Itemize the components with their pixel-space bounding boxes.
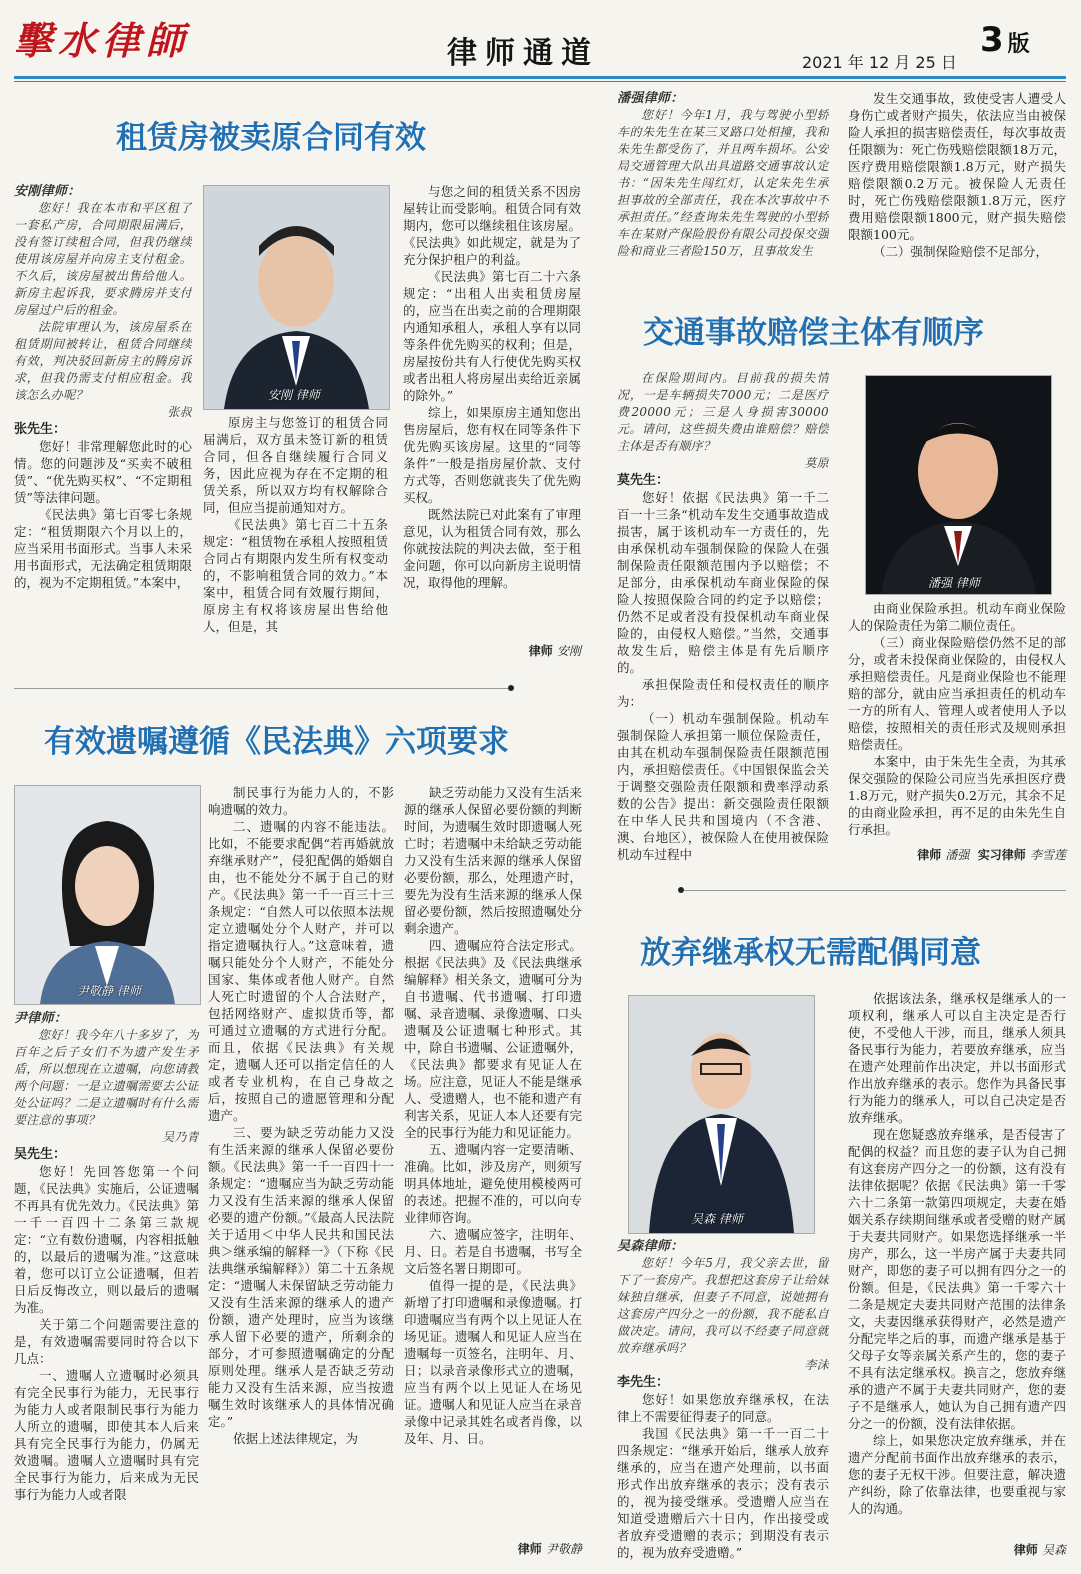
speaker-name: 吴先生：	[14, 1147, 67, 1162]
a4-col1	[617, 1238, 829, 1564]
a1-col3	[403, 183, 581, 638]
reader-question	[617, 90, 829, 260]
a3-col2	[848, 600, 1066, 840]
paragraph: 制民事行为能力人的，不影响遗嘱的效力。	[208, 785, 394, 817]
paragraph: （二）强制保险赔偿不足部分，	[873, 244, 1049, 259]
a2-photo	[14, 785, 201, 1005]
paragraph: 我国《民法典》第一千一百二十四条规定：“继承开始后，继承人放弃继承的，应当在遗产处理前，以书面形式作出放弃继承的表示；没有表示的，视为接受继承。受遗赠人应当在知道受遗赠后六十日内，作出接受或者放弃受遗赠的表示；到期没有表示的，视为放弃受遗赠。”	[617, 1426, 829, 1560]
paragraph: 在保险期间内。目前我的损失情况，一是车辆损失7000元；二是医疗费20000元；三是人身损害30000元。请问，这些损失费由谁赔偿？赔偿主体是否有顺序？	[617, 371, 829, 453]
separator-dot	[508, 685, 514, 691]
reader-question	[617, 1238, 829, 1374]
a1-col1	[14, 183, 192, 665]
paragraph: 您好！非常理解您此时的心情。您的问题涉及“买卖不破租赁”、“优先购买权”、“不定期租赁”等法律问题。	[14, 439, 192, 505]
paragraph: 值得一提的是，《民法典》新增了打印遗嘱和录像遗嘱。打印遗嘱应当有两个以上见证人在场见证。遗嘱人和见证人应当在遗嘱每一页签名，注明年、月、日；以录音录像形式立的遗嘱，应当有两个以上见证人在场见证。遗嘱人和见证人应当在录音录像中记录其姓名或者肖像，以及年、月、日。	[404, 1278, 582, 1446]
a1-photo	[203, 185, 390, 410]
page-number	[980, 20, 1030, 60]
paragraph: 关于第二个问题需要注意的是，有效遗嘱需要同时符合以下几点：	[14, 1317, 199, 1366]
paragraph: 您好！先回答您第一个问题，《民法典》实施后，公证遗嘱不再具有优先效力。《民法典》第一千一百四十二条第三款规定：“立有数份遗嘱，内容相抵触的，以最后的遗嘱为准。”这意味着，您可以订立公证遗嘱，但若日后反悔改立，则以最后的遗嘱为准。	[14, 1164, 199, 1315]
byline-name: 吴森	[1041, 1543, 1066, 1557]
separator	[684, 890, 1066, 891]
byline-role: 律师	[517, 1542, 542, 1556]
signature: 莫原	[804, 456, 829, 470]
reader-question	[14, 183, 192, 421]
lawyer-portrait-icon	[15, 786, 200, 1004]
page-suffix: 版	[1007, 32, 1030, 57]
paragraph: （一）机动车强制保险。机动车强制保险人承担第一顺位保险责任，由其在机动车强制保险责任限额范围内，承担赔偿责任。《中国银保监会关于调整交强险责任限额和费率浮动系数的公告》提出：新交强险责任限额在中华人民共和国境内（不含港、澳、台地区），被保险人在使用被保险机动车过程中	[617, 711, 829, 862]
lawyer-portrait-icon	[629, 996, 814, 1233]
speaker-name: 莫先生：	[617, 473, 670, 488]
paragraph: 发生交通事故，致使受害人遭受人身伤亡或者财产损失，依法应当由被保险人承担的损害赔偿责任，每次事故责任限额为：死亡伤残赔偿限额18万元，医疗费用赔偿限额1.8万元，财产损失赔偿限额0.2万元。被保险人无责任时，死亡伤残赔偿限额1.8万元，医疗费用赔偿限额1800元，财产损失赔偿限额100元。	[848, 91, 1066, 242]
section-title: 律师通道	[447, 36, 599, 71]
paragraph: 您好！依据《民法典》第一千二百一十三条“机动车发生交通事故造成损害，属于该机动车一方责任的，先由承保机动车强制保险的保险人在强制保险责任限额范围内予以赔偿；不足部分，由承保机动车商业保险的保险人按照保险合同的约定予以赔偿；仍然不足或者没有投保机动车商业保险的，由侵权人赔偿。”当然，交通事故发生后，赔偿主体是有先后顺序的。	[617, 490, 829, 675]
a3-photo-caption: 潘强 律师	[928, 576, 980, 590]
a4-photo	[628, 995, 815, 1234]
reader-question	[617, 370, 829, 472]
paragraph: 您好！我今年八十多岁了，为百年之后子女们不为遗产发生矛盾，所以想现在立遗嘱，向您请教两个问题：一是立遗嘱需要去公证处公证吗？二是立遗嘱时有什么需要注意的事项？	[14, 1028, 199, 1127]
a4-photo-caption: 吴森 律师	[691, 1212, 743, 1226]
a2-col2	[208, 784, 394, 1560]
a2-byline	[404, 1540, 582, 1557]
paragraph: 法院审理认为，该房屋系在租赁期间被转让，租赁合同继续有效，判决驳回新房主的腾房诉求，但我仍需支付相应租金。我该怎么办呢？	[14, 320, 192, 402]
a3-title: 交通事故赔偿主体有顺序	[643, 315, 984, 351]
paragraph: 一、遗嘱人立遗嘱时必须具有完全民事行为能力，无民事行为能力人或者限制民事行为能力人所立的遗嘱，即使其本人后来具有完全民事行为能力，仍属无效遗嘱。遗嘱人立遗嘱时具有完全民事行为能力，后来成为无民事行为能力人或者限	[14, 1368, 199, 1502]
speaker-name: 尹律师：	[14, 1011, 68, 1026]
a3-top-right	[848, 90, 1066, 288]
paragraph: 您好！我在本市和平区租了一套私产房，合同期限届满后，没有签订续租合同，但我仍继续使用该房屋并向房主支付租金。不久后，该房屋被出售给他人。新房主起诉我，要求腾房并支付房屋过户后的租金。	[14, 201, 192, 317]
byline-name: 李雪莲	[1029, 848, 1066, 862]
paragraph: 既然法院已对此案有了审理意见，认为租赁合同有效，那么你就按法院的判决去做，至于租金问题，你可以向新房主说明情况，取得他的理解。	[403, 507, 581, 590]
byline-name: 安刚	[556, 644, 581, 658]
separator	[14, 688, 514, 689]
paragraph: 二、遗嘱的内容不能违法。比如，不能要求配偶“若再婚就放弃继承财产”，侵犯配偶的婚姻自由，也不能处分不属于自己的财产。《民法典》第一千一百三十三条规定：“自然人可以依照本法规定立遗嘱处分个人财产，并可以指定遗嘱执行人。”这意味着，遗嘱只能处分个人财产，不能处分国家、集体或者他人财产。自然人死亡时遗留的个人合法财产，包括网络财产、虚拟货币等，都可通过立遗嘱的方式进行分配。而且，依据《民法典》有关规定，遗嘱人还可以指定信任的人或者专业机构，在自己身故之后，按照自己的遗愿管理和分配遗产。	[208, 819, 394, 1123]
paragraph: 《民法典》第七百二十六条规定：“出租人出卖租赁房屋的，应当在出卖之前的合理期限内通知承租人，承租人享有以同等条件优先购买的权利；但是，房屋按份共有人行使优先购买权或者出租人将房屋出卖给近亲属的除外。”	[403, 269, 581, 403]
paragraph: 本案中，由于朱先生全责，为其承保交强险的保险公司应当先承担医疗费1.8万元，财产损失0.2万元，其余不足的由商业险承担，再不足的由朱先生自行承担。	[848, 754, 1066, 837]
byline-role: 实习律师	[977, 848, 1026, 862]
speaker-name: 张先生：	[14, 422, 67, 437]
a4-col2	[848, 990, 1066, 1538]
speaker-name: 潘强律师：	[617, 91, 684, 106]
paragraph: 综上，如果原房主通知您出售房屋后，您有权在同等条件下优先购买该房屋。这里的“同等条件”一般是指房屋价款、支付方式等，否则您就丧失了优先购买权。	[403, 405, 581, 505]
a4-title: 放弃继承权无需配偶同意	[640, 935, 981, 971]
issue-date: 2021 年 12 月 25 日	[802, 53, 957, 72]
paragraph: 《民法典》第七百零七条规定：“租赁期限六个月以上的，应当采用书面形式。当事人未采用书面形式，无法确定租赁期限的，视为不定期租赁。”本案中，	[14, 507, 192, 590]
paragraph: 由商业保险承担。机动车商业保险人的保险责任为第二顺位责任。	[848, 601, 1066, 633]
paragraph: 依据该法条，继承权是继承人的一项权利，继承人可以自主决定是否行使，不受他人干涉，而且，继承人须具备民事行为能力，若要放弃继承，应当在遗产处理前作出决定，并以书面形式作出放弃继承的表示。您作为具备民事行为能力的继承人，可以自己决定是否放弃继承。	[848, 991, 1066, 1125]
paragraph: 现在您疑惑放弃继承，是否侵害了配偶的权益？而且您的妻子认为自己拥有这套房产四分之一的份额，这有没有法律依据呢？依据《民法典》第一千零六十二条第一款第四项规定，夫妻在婚姻关系存续期间继承或者受赠的财产属于夫妻共同财产。如果您选择继承一半房产，那么，这一半房产属于夫妻共同财产，即您的妻子可以拥有四分之一的份额。但是，《民法典》第一千零六十二条是规定夫妻共同财产范围的法律条文，夫妻因继承获得财产，必然是遗产分配完毕之后的事，而遗产继承是基于父母子女等亲属关系产生的，您的妻子不具有法定继承权。换言之，您放弃继承的遗产不属于夫妻共同财产，您的妻子不是继承人，她认为自己拥有遗产四分之一的份额，没有法律依据。	[848, 1127, 1066, 1431]
a1-byline	[403, 642, 581, 659]
newspaper-logo: 擊水律師	[14, 18, 191, 63]
lawyer-answer	[617, 1374, 829, 1561]
byline-role: 律师	[917, 848, 942, 862]
a1-col2-para: 原房主与您签订的租赁合同届满后，双方虽未签订新的租赁合同，但各自继续履行合同义务，因此应视为存在不定期的租赁关系，所以双方均有权解除合同，但应当提前通知对方。	[203, 415, 388, 515]
signature: 李沫	[804, 1358, 829, 1372]
lawyer-answer	[14, 421, 192, 591]
paragraph: 三、要为缺乏劳动能力又没有生活来源的继承人保留必要份额。《民法典》第一千一百四十一条规定：“遗嘱应当为缺乏劳动能力又没有生活来源的继承人保留必要的遗产份额。”《最高人民法院关于适用＜中华人民共和国民法典＞继承编的解释一》（下称《民法典继承编解释》）第二十五条规定：“遗嘱人未保留缺乏劳动能力又没有生活来源的继承人的遗产份额，遗产处理时，应当为该继承人留下必要的遗产，所剩余的部分，才可参照遗嘱确定的分配原则处理。继承人是否缺乏劳动能力又没有生活来源，应当按遗嘱生效时该继承人的具体情况确定。”	[208, 1125, 394, 1429]
paragraph: 依据上述法律规定，为	[233, 1431, 359, 1446]
a3-col1	[617, 370, 829, 864]
speaker-name: 吴森律师：	[617, 1239, 684, 1254]
a2-title: 有效遗嘱遵循《民法典》六项要求	[44, 724, 509, 760]
lawyer-portrait-icon	[204, 186, 389, 409]
speaker-name: 安刚律师：	[14, 184, 81, 199]
a1-photo-caption: 安刚 律师	[268, 388, 320, 402]
paragraph: 五、遗嘱内容一定要清晰、准确。比如，涉及房产，则须写明具体地址，避免使用模棱两可的表述。把握不准的，可以向专业律师咨询。	[404, 1142, 582, 1225]
byline-role: 律师	[528, 644, 553, 658]
paragraph: 您好！如果您放弃继承权，在法律上不需要征得妻子的同意。	[617, 1392, 829, 1424]
header-rule-thin	[14, 81, 1066, 82]
paragraph: 与您之间的租赁关系不因房屋转让而受影响。租赁合同有效期内，您可以继续租住该房屋。《民法典》如此规定，就是为了充分保护租户的利益。	[403, 184, 581, 267]
a3-byline	[848, 846, 1066, 863]
paragraph: 四、遗嘱应符合法定形式。根据《民法典》及《民法典继承编解释》相关条文，遗嘱可分为自书遗嘱、代书遗嘱、打印遗嘱、录音遗嘱、录像遗嘱、口头遗嘱及公证遗嘱七种形式。其中，除自书遗嘱、公证遗嘱外，《民法典》都要求有见证人在场。应注意，见证人不能是继承人、受遗赠人，也不能和遗产有利害关系，见证人本人还要有完全的民事行为能力和见证能力。	[404, 938, 582, 1140]
paragraph: 承担保险责任和侵权责任的顺序为：	[617, 677, 829, 709]
paragraph: 您好！今年1月，我与驾驶小型轿车的朱先生在某三叉路口处相撞，我和朱先生都受伤了，并且两车损坏。公安局交通管理大队出具道路交通事故认定书：“因朱先生闯红灯，认定朱先生承担事故的全部责任，我在本次事故中不承担责任。”经查询朱先生驾驶的小型轿车在某财产保险股份有限公司投保交强险和商业三者险150万，且事故发生	[617, 108, 829, 258]
a3-top-left	[617, 90, 829, 288]
lawyer-portrait-icon	[866, 376, 1051, 594]
paragraph: （三）商业保险赔偿仍然不足的部分，或者未投保商业保险的，由侵权人承担赔偿责任。凡是商业保险也不能理赔的部分，就由应当承担责任的机动车一方的所有人、管理人或者使用人予以赔偿，按照相关的责任形式及规则承担赔偿责任。	[848, 635, 1066, 752]
byline-name: 尹敬静	[545, 1542, 582, 1556]
a1-col2	[203, 414, 388, 665]
speaker-name: 李先生：	[617, 1375, 670, 1390]
paragraph: 六、遗嘱应签字，注明年、月、日。若是自书遗嘱，书写全文后签名署日期即可。	[404, 1227, 582, 1276]
a1-title: 租赁房被卖原合同有效	[116, 120, 426, 156]
lawyer-answer	[617, 472, 829, 863]
paragraph: 综上，如果您决定放弃继承，并在遗产分配前书面作出放弃继承的表示，您的妻子无权干涉。但要注意，解决遗产纠纷，除了依靠法律，也要重视与家人的沟通。	[848, 1433, 1066, 1516]
paragraph: 您好！今年5月，我父亲去世，留下了一套房产。我想把这套房子让给妹妹独自继承，但妻子不同意，说她拥有这套房产四分之一的份额，我不能私自做决定。请问，我可以不经妻子同意就放弃继承吗？	[617, 1256, 829, 1355]
reader-question	[14, 1010, 199, 1146]
page-num: 3	[980, 20, 1004, 60]
a2-col1	[14, 1010, 199, 1560]
a2-photo-caption: 尹敬静 律师	[77, 984, 141, 998]
a3-photo	[865, 375, 1052, 595]
a1-col2-para: 《民法典》第七百二十五条规定：“租赁物在承租人按照租赁合同占有期限内发生所有权变动的，不影响租赁合同的效力。”本案中，租赁合同有效履行期间，原房主有权将该房屋出售给他人，但是，其	[203, 517, 388, 634]
signature: 张叔	[167, 405, 192, 419]
lawyer-answer	[14, 1146, 199, 1503]
signature: 吴乃青	[162, 1130, 199, 1144]
byline-name: 潘强	[945, 848, 970, 862]
byline-role: 律师	[1013, 1543, 1038, 1557]
header-rule	[14, 76, 1066, 79]
a2-col3	[404, 784, 582, 1536]
a4-byline	[848, 1541, 1066, 1558]
paragraph: 缺乏劳动能力又没有生活来源的继承人保留必要份额的判断时间，为遗嘱生效时即遗嘱人死亡时；若遗嘱中未给缺乏劳动能力又没有生活来源的继承人保留必要份额，那么，处理遗产时，要先为没有生活来源的继承人保留必要份额，然后按照遗嘱处分剩余遗产。	[404, 785, 582, 936]
